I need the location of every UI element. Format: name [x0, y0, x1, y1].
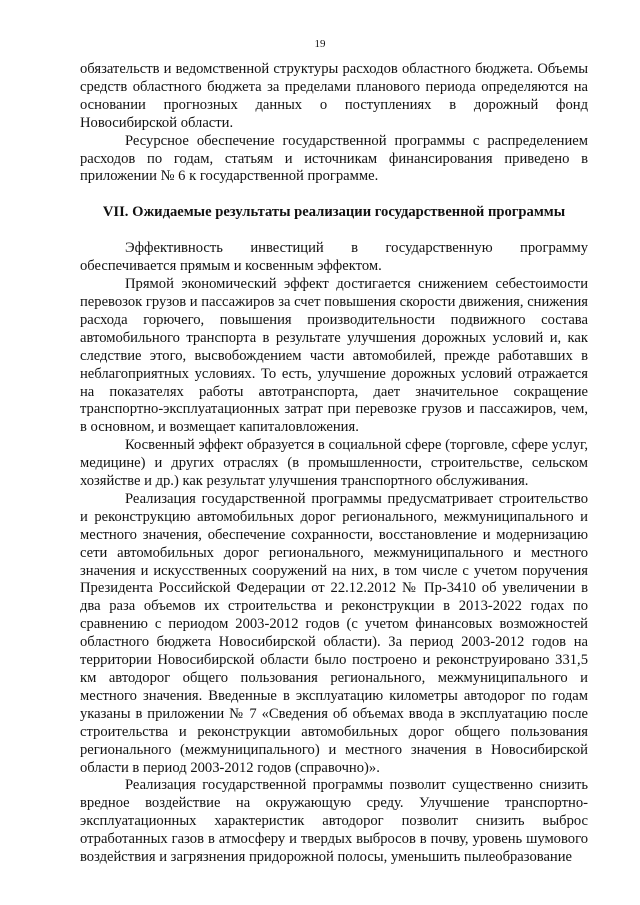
paragraph-environmental-impact: Реализация государственной программы позволит существенно снизить вредное воздействие на окружающую среду. Улучшение транспортно-эксплуатационных характеристик автодорог позволит снизить выброс отработанных газов в атмосферу и твердых выбросов в почву, уровень шумового воздействия и загрязнения придорожной полосы, уменьшить пылеобразование: [80, 777, 588, 866]
document-body: [80, 61, 588, 867]
section-heading: VII. Ожидаемые результаты реализации государственной программы: [102, 204, 566, 221]
paragraph-resource-support: Ресурсное обеспечение государственной программы с распределением расходов по годам, статьям и источникам финансирования приведено в приложении № 6 к государственной программе.: [80, 132, 588, 185]
page-number: 19: [314, 38, 326, 50]
paragraph-program-implementation: Реализация государственной программы предусматривает строительство и реконструкцию автомобильных дорог регионального, межмуниципального и местного значения, обеспечение сохранности, восстановление и модернизацию сети автомобильных дорог регионального, межмуниципального и местного значения и искусственных сооружений на них, в том числе с учетом поручения Президента Российской Федерации от 22.12.2012 № Пр-3410 об увеличении в два раза объемов их строительства и реконструкции в 2013-2022 годах по сравнению с периодом 2003-2012 годов (с учетом финансовых возможностей областного бюджета Новосибирской области). За период 2003-2012 годов на территории Новосибирской области было построено и реконструировано 331,5 км автодорог общего пользования регионального, межмуниципального и местного значения. Введенные в эксплуатацию километры автодорог по годам указаны в приложении № 7 «Сведения об объемах ввода в эксплуатацию после строительства и реконструкции автомобильных дорог общего пользования регионального (межмуниципального) и местного значения в Новосибирской области в период 2003-2012 годов (справочно)».: [80, 490, 588, 776]
paragraph-indirect-effect: Косвенный эффект образуется в социальной сфере (торговле, сфере услуг, медицине) и других отраслях (в промышленности, строительстве, сельском хозяйстве и др.) как результат улучшения транспортного обслуживания.: [80, 437, 588, 490]
paragraph-direct-effect: Прямой экономический эффект достигается снижением себестоимости перевозок грузов и пассажиров за счет повышения скорости движения, снижения расхода горючего, повышения производительности подвижного состава автомобильного транспорта в результате улучшения дорожных условий и, как следствие этого, высвобождением части автомобилей, прежде работавших в неблагоприятных условиях. То есть, улучшение дорожных условий отражается на показателях работы автотранспорта, дает значительное сокращение транспортно-эксплуатационных затрат при перевозке грузов и пассажиров, чем, в основном, и возмещает капиталовложения.: [80, 276, 588, 436]
paragraph-budget-volumes: обязательств и ведомственной структуры расходов областного бюджета. Объемы средств областного бюджета за пределами планового периода определяются на основании прогнозных данных о поступлениях в дорожный фонд Новосибирской области.: [80, 61, 588, 131]
paragraph-investment-efficiency: Эффективность инвестиций в государственную программу обеспечивается прямым и косвенным эффектом.: [80, 240, 588, 275]
